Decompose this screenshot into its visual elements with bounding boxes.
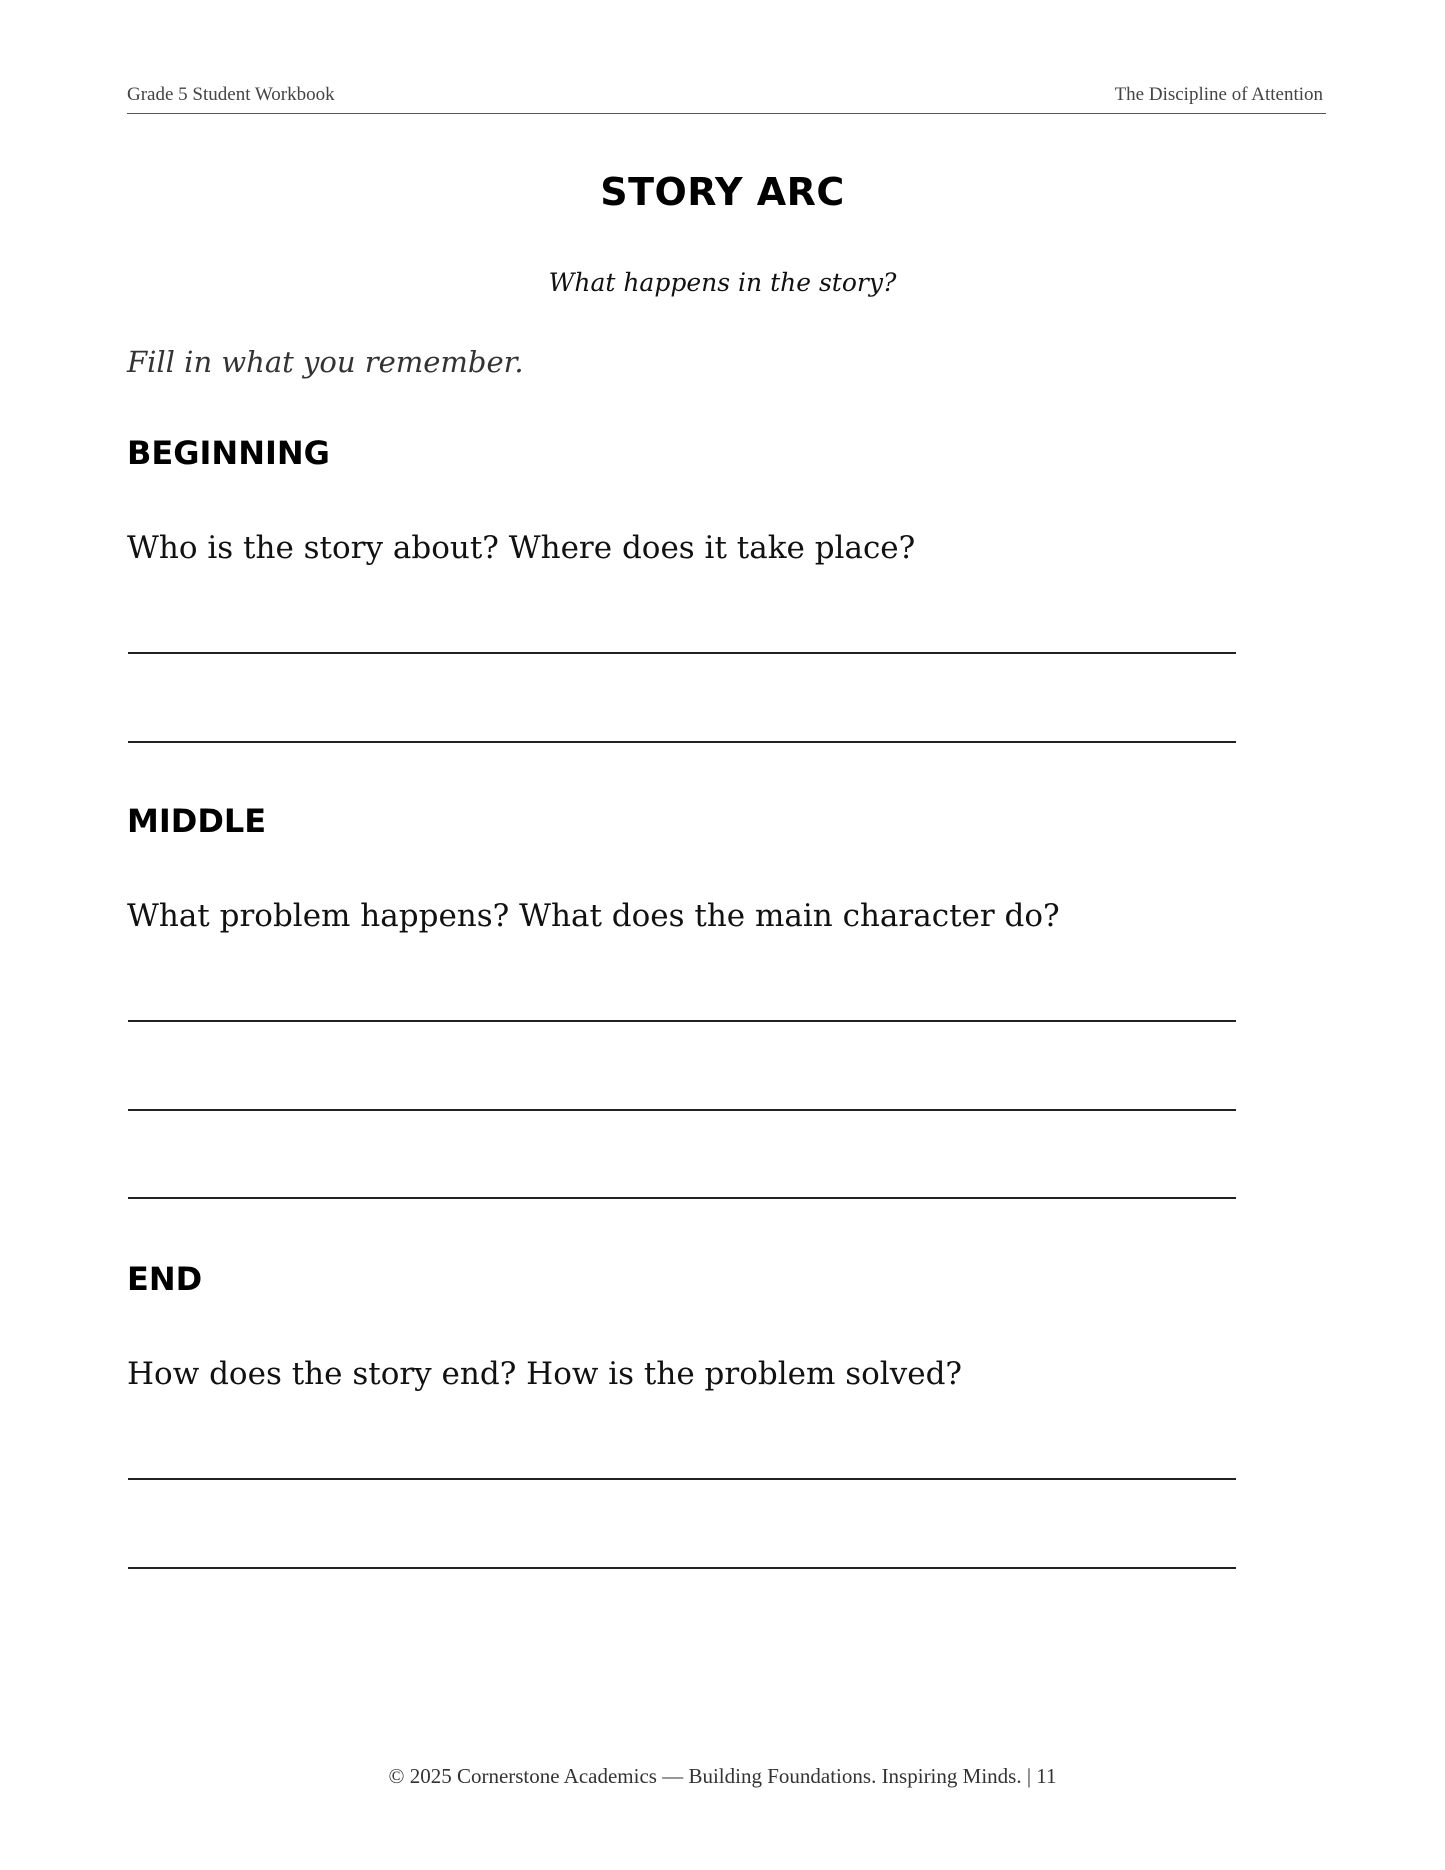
header-book-title: Grade 5 Student Workbook bbox=[127, 84, 335, 105]
section-heading-middle: MIDDLE bbox=[127, 802, 267, 840]
header-unit-title: The Discipline of Attention bbox=[1114, 84, 1323, 105]
section-heading-end: END bbox=[127, 1260, 203, 1298]
answer-line-middle-2[interactable] bbox=[128, 1109, 1236, 1111]
prompt-beginning: Who is the story about? Where does it take place? bbox=[127, 530, 916, 566]
instruction-text: Fill in what you remember. bbox=[127, 345, 524, 379]
answer-line-end-1[interactable] bbox=[128, 1478, 1236, 1480]
page-title: STORY ARC bbox=[600, 170, 845, 214]
answer-line-middle-1[interactable] bbox=[128, 1020, 1236, 1022]
answer-line-end-2[interactable] bbox=[128, 1567, 1236, 1569]
prompt-middle: What problem happens? What does the main character do? bbox=[127, 898, 1060, 934]
answer-line-beginning-1[interactable] bbox=[128, 652, 1236, 654]
running-header bbox=[127, 84, 1326, 114]
section-heading-beginning: BEGINNING bbox=[127, 434, 330, 472]
answer-line-middle-3[interactable] bbox=[128, 1197, 1236, 1199]
answer-line-beginning-2[interactable] bbox=[128, 741, 1236, 743]
page-subtitle: What happens in the story? bbox=[548, 268, 897, 297]
page-footer: © 2025 Cornerstone Academics — Building Foundations. Inspiring Minds. | 11 bbox=[388, 1764, 1057, 1788]
prompt-end: How does the story end? How is the problem solved? bbox=[127, 1356, 963, 1392]
